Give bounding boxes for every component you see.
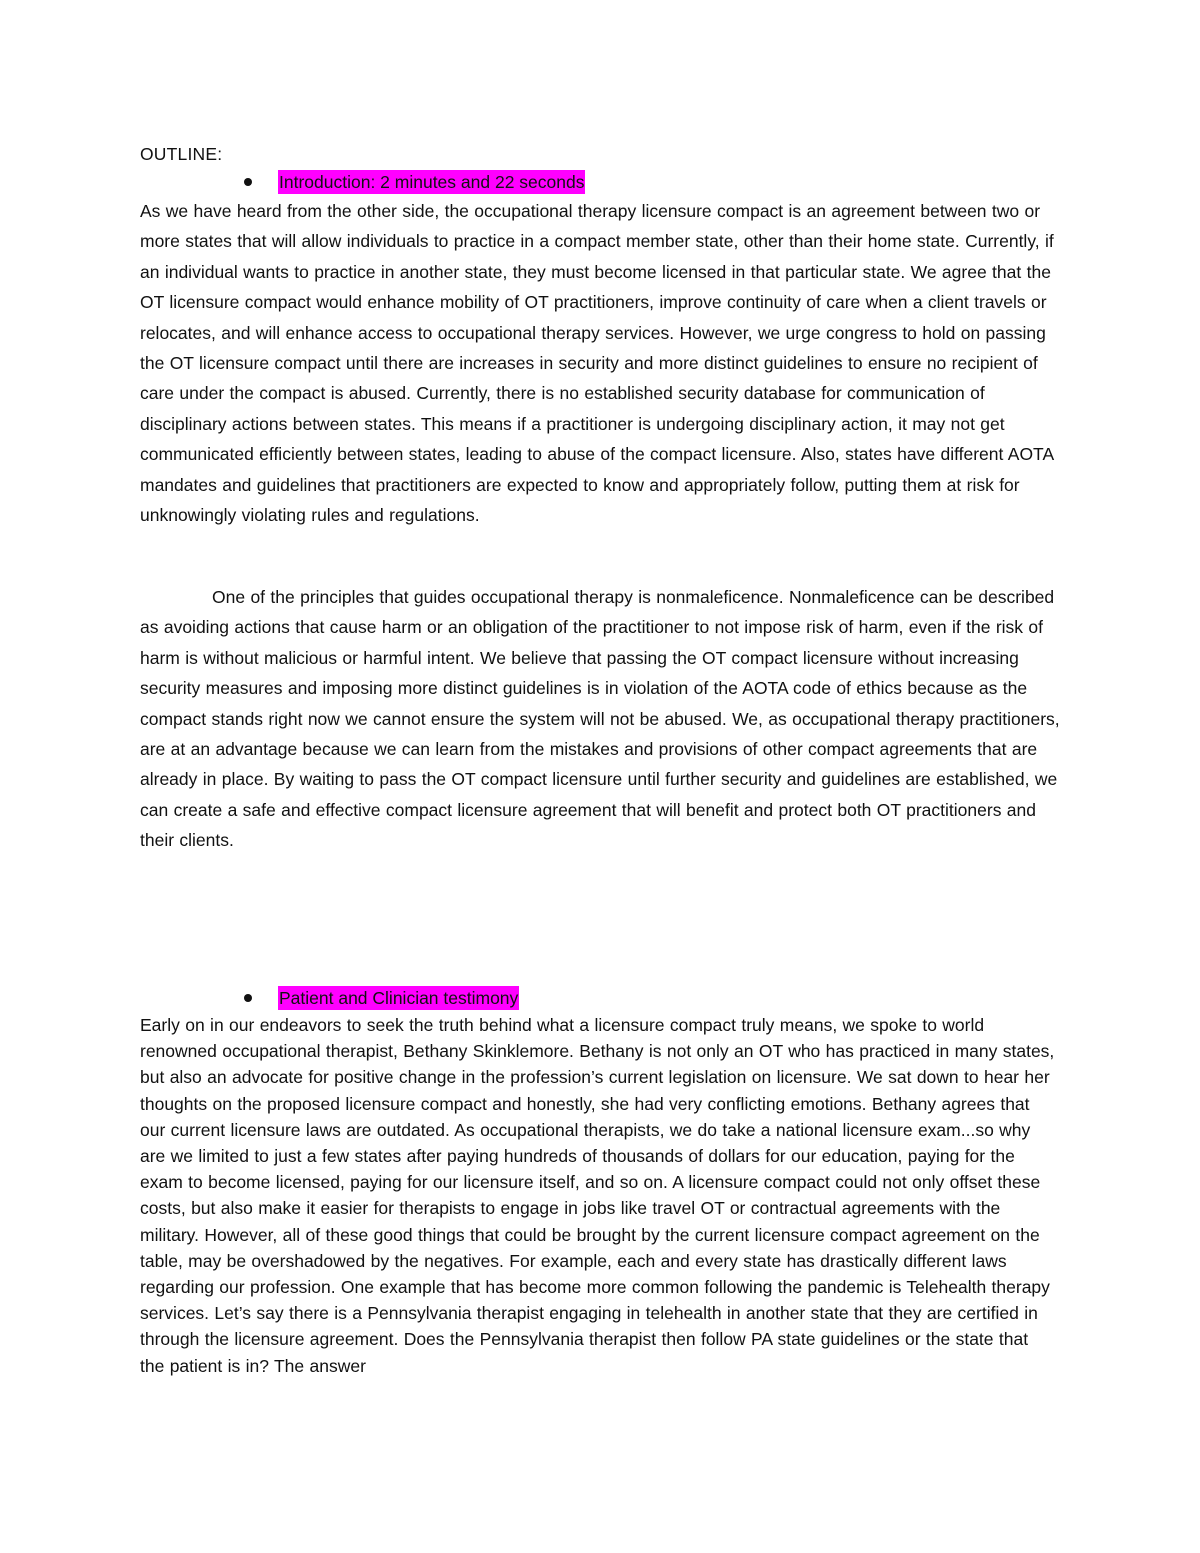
bullet-dot-icon (244, 178, 252, 186)
intro-section-heading: Introduction: 2 minutes and 22 seconds (279, 172, 585, 192)
bullet-intro (244, 170, 585, 194)
bullet-testimony (244, 986, 519, 1010)
nonmaleficence-paragraph: One of the principles that guides occupational therapy is nonmaleficence. Nonmaleficence can be described as avoiding actions that cause harm or an obligation of the practitioner to not impose risk of harm, even if the risk of harm is without malicious or harmful intent. We believe that passing the OT compact licensure without increasing security measures and imposing more distinct guidelines is in violation of the AOTA code of ethics because as the compact stands right now we cannot ensure the system will not be abused. We, as occupational therapy practitioners, are at an advantage because we can learn from the mistakes and provisions of other compact agreements that are already in place. By waiting to pass the OT compact licensure until further security and guidelines are established, we can create a safe and effective compact licensure agreement that will benefit and protect both OT practitioners and their clients. (140, 587, 1060, 851)
intro-paragraph: As we have heard from the other side, the occupational therapy licensure compact is an agreement between two or more states that will allow individuals to practice in a compact member state, other than their home state. Currently, if an individual wants to practice in another state, they must become licensed in that particular state. We agree that the OT licensure compact would enhance mobility of OT practitioners, improve continuity of care when a client travels or relocates, and will enhance access to occupational therapy services. However, we urge congress to hold on passing the OT licensure compact until there are increases in security and more distinct guidelines to ensure no recipient of care under the compact is abused. Currently, there is no established security database for communication of disciplinary actions between states. This means if a practitioner is undergoing disciplinary action, it may not get communicated efficiently between states, leading to abuse of the compact licensure. Also, states have different AOTA mandates and guidelines that practitioners are expected to know and appropriately follow, putting them at risk for unknowingly violating rules and regulations. (140, 201, 1054, 526)
testimony-paragraph: Early on in our endeavors to seek the truth behind what a licensure compact truly means, we spoke to world renowned occupational therapist, Bethany Skinklemore. Bethany is not only an OT who has practiced in many states, but also an advocate for positive change in the profession’s current legislation on licensure. We sat down to hear her thoughts on the proposed licensure compact and honestly, she had very conflicting emotions. Bethany agrees that our current licensure laws are outdated. As occupational therapists, we do take a national licensure exam...so why are we limited to just a few states after paying hundreds of thousands of dollars for our education, paying for the exam to become licensed, paying for our licensure itself, and so on. A licensure compact could not only offset these costs, but also make it easier for therapists to engage in jobs like travel OT or contractual agreements with the military. However, all of these good things that could be brought by the current licensure compact agreement on the table, may be overshadowed by the negatives. For example, each and every state has drastically different laws regarding our profession. One example that has become more common following the pandemic is Telehealth therapy services. Let’s say there is a Pennsylvania therapist engaging in telehealth in another state that they are certified in through the licensure agreement. Does the Pennsylvania therapist then follow PA state guidelines or the state that the patient is in? The answer (140, 1015, 1055, 1376)
bullet-dot-icon (244, 994, 252, 1002)
testimony-section-heading: Patient and Clinician testimony (279, 988, 519, 1008)
outline-heading: OUTLINE: (140, 144, 223, 164)
